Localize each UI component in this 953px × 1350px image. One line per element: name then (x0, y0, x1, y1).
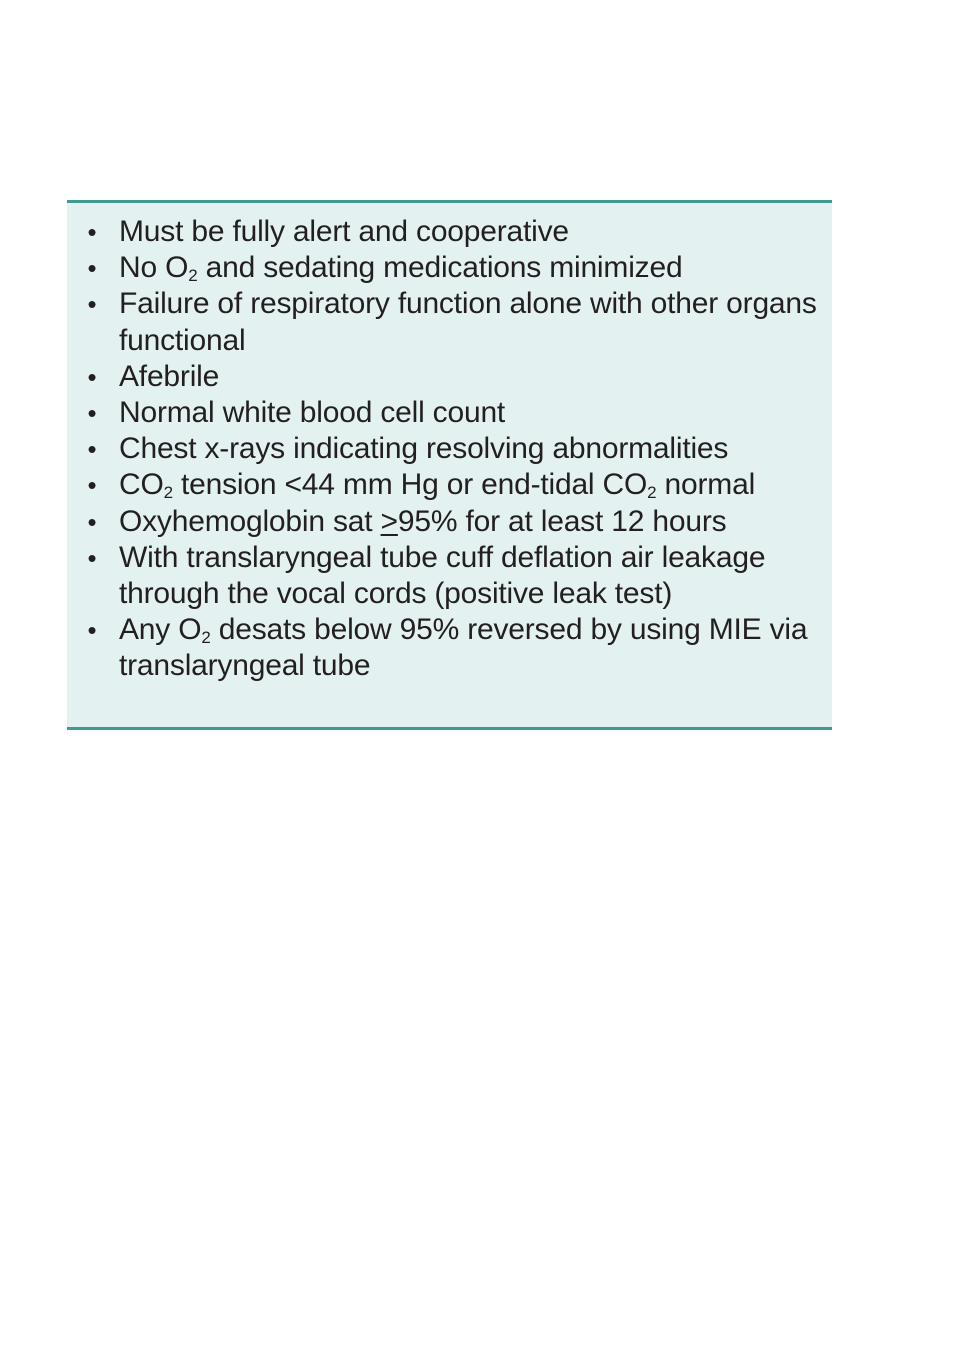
item-text: Oxyhemoglobin sat (119, 504, 381, 538)
item-text: With translaryngeal tube cuff deflation air leakage through the vocal cords (positive leak test) (119, 540, 766, 611)
item-text: Chest x-rays indicating resolving abnormalities (119, 432, 729, 466)
bullet-icon: • (87, 542, 97, 573)
item-text: and sedating medications minimized (197, 251, 683, 285)
list-item (67, 431, 832, 467)
bullet-icon: • (87, 470, 97, 501)
list-item (67, 214, 832, 250)
list-item (67, 540, 832, 612)
list-item (67, 250, 832, 286)
item-text: Must be fully alert and cooperative (119, 215, 569, 248)
item-text: Normal white blood cell count (119, 396, 506, 430)
subscript: 2 (163, 483, 173, 503)
bullet-icon: • (87, 361, 97, 392)
list-item (67, 395, 832, 431)
bullet-icon: • (87, 253, 97, 284)
criteria-box (67, 200, 832, 730)
list-item (67, 286, 832, 358)
item-text: normal (656, 468, 756, 502)
item-text: desats below 95% reversed by using MIE via translaryngeal tube (119, 613, 808, 683)
bullet-icon: • (87, 434, 97, 465)
list-item (67, 504, 832, 540)
list-item (67, 612, 832, 684)
criteria-list (67, 214, 832, 685)
bullet-icon: • (87, 398, 97, 429)
bullet-icon: • (87, 615, 97, 646)
bullet-icon: • (87, 506, 97, 537)
subscript: 2 (188, 266, 198, 286)
greater-or-equal-symbol: > (380, 504, 398, 538)
bullet-icon: • (87, 217, 97, 247)
item-text: Afebrile (119, 359, 220, 393)
list-item (67, 467, 832, 503)
item-text: tension <44 mm Hg or end-tidal CO (172, 468, 648, 502)
subscript: 2 (201, 628, 211, 648)
item-text: CO (119, 468, 164, 502)
item-text: Any O (119, 613, 202, 647)
item-text: Failure of respiratory function alone with other organs functional (119, 287, 817, 357)
item-text: 95% for at least 12 hours (397, 504, 727, 538)
subscript: 2 (647, 483, 657, 503)
item-text: No O (119, 251, 189, 285)
bullet-icon: • (87, 289, 97, 320)
list-item (67, 359, 832, 395)
